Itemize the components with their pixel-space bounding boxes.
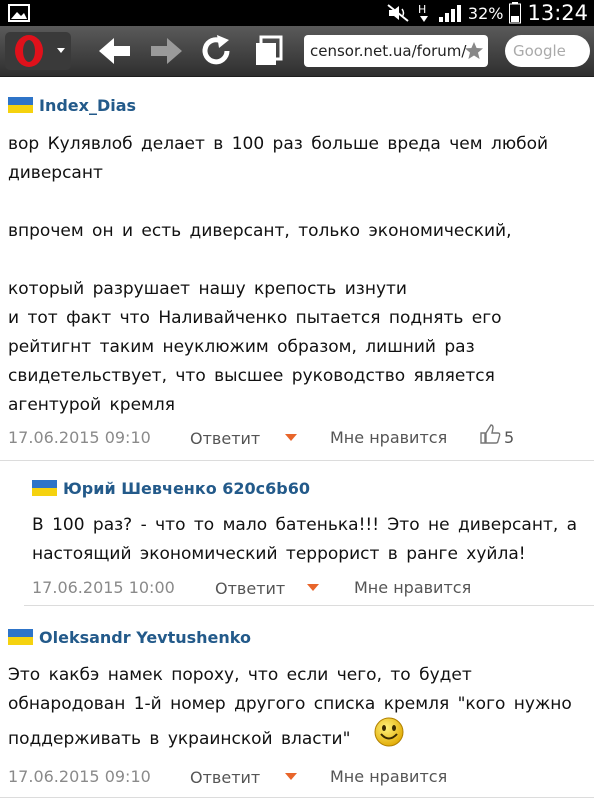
browser-toolbar bbox=[0, 26, 594, 77]
like-link[interactable]: Мне нравится bbox=[330, 767, 448, 786]
opera-menu-button[interactable] bbox=[5, 32, 71, 70]
comment-author[interactable]: Юрий Шевченко 620c6b60 bbox=[63, 479, 311, 498]
comment-author[interactable]: Oleksandr Yevtushenko bbox=[39, 628, 251, 647]
like-link[interactable]: Мне нравится bbox=[354, 578, 472, 597]
divider bbox=[24, 605, 594, 606]
smiley-emoticon-icon bbox=[373, 716, 405, 748]
reply-dropdown-icon[interactable] bbox=[307, 584, 319, 591]
comment-text: Это какбэ намек пороху, что если чего, то будет обнародован 1-й номер другого списка кремля "кого нужно поддерживать в украинской власти" bbox=[8, 665, 572, 749]
search-placeholder: Google bbox=[513, 42, 566, 60]
divider bbox=[0, 797, 594, 798]
clock: 13:24 bbox=[527, 1, 588, 25]
search-field[interactable] bbox=[505, 35, 590, 67]
status-bar bbox=[0, 0, 594, 26]
mute-icon bbox=[386, 3, 410, 23]
reply-link[interactable]: Ответит bbox=[190, 429, 261, 448]
ukraine-flag-icon bbox=[8, 629, 33, 645]
reply-dropdown-icon[interactable] bbox=[285, 434, 297, 441]
comment-date: 17.06.2015 09:10 bbox=[8, 428, 151, 447]
svg-text:H: H bbox=[417, 3, 427, 16]
battery-percent: 32% bbox=[467, 3, 504, 23]
divider bbox=[0, 460, 594, 461]
ukraine-flag-icon bbox=[32, 480, 57, 496]
like-count: 5 bbox=[504, 428, 515, 447]
gallery-notification-icon bbox=[8, 3, 30, 23]
bookmark-star-icon[interactable] bbox=[464, 41, 484, 61]
comment-date: 17.06.2015 10:00 bbox=[32, 578, 175, 597]
reload-button[interactable] bbox=[199, 34, 235, 68]
address-text: censor.net.ua/forum/ bbox=[310, 42, 467, 60]
reply-link[interactable]: Ответит bbox=[215, 579, 286, 598]
network-h-icon bbox=[416, 1, 432, 25]
forward-button[interactable] bbox=[148, 34, 184, 68]
comment-author[interactable]: Index_Dias bbox=[39, 96, 137, 115]
comment-date: 17.06.2015 09:10 bbox=[8, 767, 151, 786]
signal-icon bbox=[438, 3, 462, 23]
reply-link[interactable]: Ответит bbox=[190, 768, 261, 787]
ukraine-flag-icon bbox=[8, 97, 33, 113]
tabs-button[interactable] bbox=[252, 34, 288, 68]
address-bar[interactable] bbox=[304, 35, 488, 67]
battery-icon bbox=[509, 2, 521, 24]
thumbs-up-icon[interactable] bbox=[479, 423, 501, 445]
back-button[interactable] bbox=[97, 34, 133, 68]
comment-text: В 100 раз? - что то мало батенька!!! Это не диверсант, а настоящий экономический террорист в ранге хуйла! bbox=[32, 515, 578, 564]
comment-text: вор Кулявлоб делает в 100 раз больше вреда чем любой диверсант впрочем он и есть диверсант, только экономический, который разрушает нашу крепость изнути и тот факт что Наливайченко пытается поднять его рейтигнт таким неуклюжим образом, лишний раз свидетельствует, что высшее руководство является агентурой кремля bbox=[8, 134, 549, 415]
like-link[interactable]: Мне нравится bbox=[330, 428, 448, 447]
reply-dropdown-icon[interactable] bbox=[285, 773, 297, 780]
